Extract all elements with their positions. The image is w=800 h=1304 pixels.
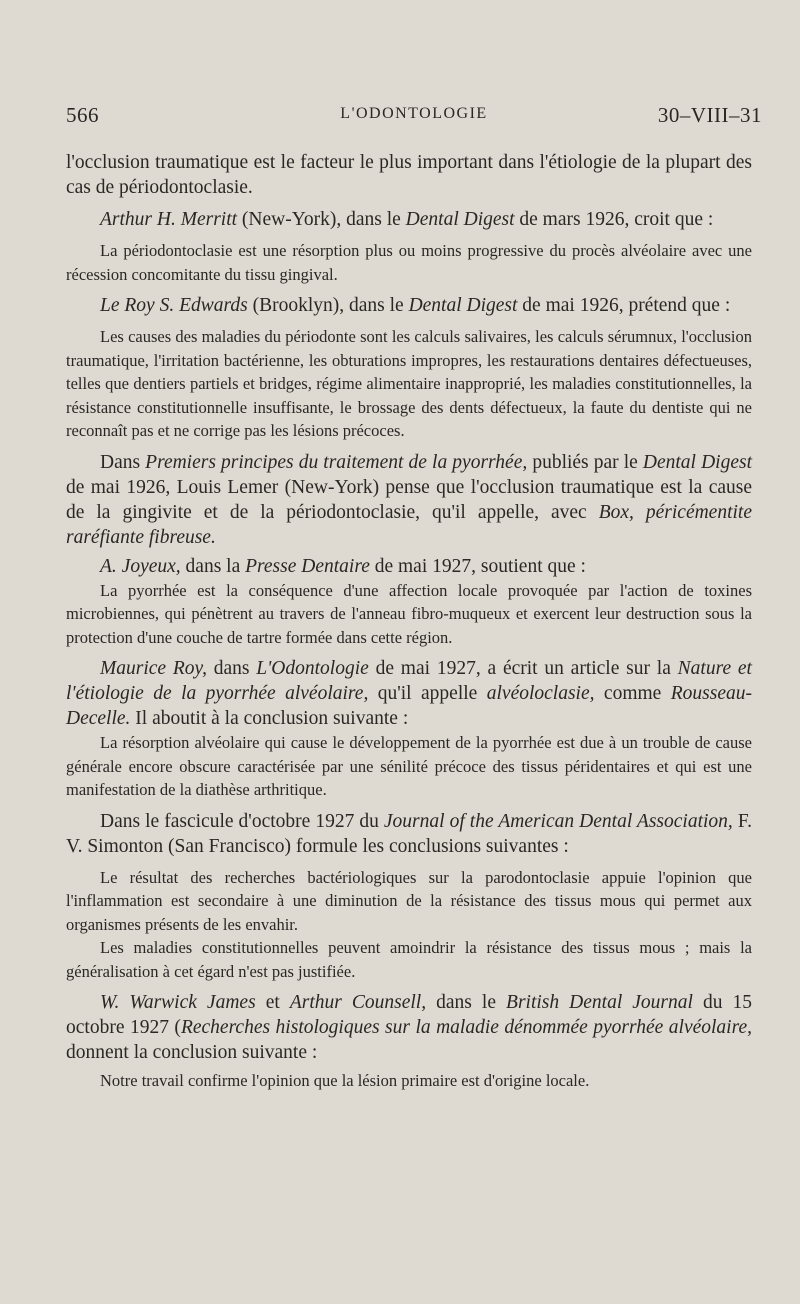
page-number: 566 bbox=[66, 103, 99, 127]
quote-text: La périodontoclasie est une résorption plus ou moins progressive du procès alvéolaire avec une récession concomitante du tissu gingival. bbox=[66, 241, 752, 284]
quote-roy bbox=[66, 731, 752, 802]
text-segment: donnent la conclusion suivante : bbox=[66, 1042, 318, 1063]
body-text bbox=[66, 150, 752, 1093]
text-segment: comme bbox=[594, 683, 671, 704]
paragraph-lemer bbox=[66, 450, 752, 550]
journal-title: L'ODONTOLOGIE bbox=[340, 105, 488, 122]
ref-rousseau-decelle: Rousseau-Decelle. bbox=[66, 683, 753, 729]
text-segment: Dans le fascicule d'octobre 1927 du bbox=[100, 810, 384, 832]
quote-text: Notre travail confirme l'opinion que la lésion primaire est d'origine locale. bbox=[100, 1071, 590, 1090]
quote-james-counsell bbox=[66, 1069, 752, 1093]
title-premiers-principes: Premiers principes du traitement de la pyorrhée, bbox=[145, 451, 528, 473]
quote-text: Les maladies constitutionnelles peuvent amoindrir la résistance des tissus mous ; mais la généralisation à cet égard n'est pas justifiée. bbox=[66, 938, 752, 981]
text-segment: (Brooklyn), dans le bbox=[247, 295, 409, 316]
text-segment: dans la bbox=[180, 555, 246, 577]
journal-british-dental: British Dental Journal bbox=[506, 992, 693, 1013]
text-segment: du 15 octobre 1927 ( bbox=[66, 992, 753, 1038]
paragraph-james-counsell bbox=[66, 990, 752, 1065]
author-counsell: Arthur Counsell, bbox=[289, 992, 427, 1013]
issue-date: 30–VIII–31 bbox=[657, 103, 762, 127]
journal-dental-digest: Dental Digest bbox=[405, 209, 515, 230]
quote-merritt bbox=[66, 239, 752, 286]
paragraph-roy bbox=[66, 656, 752, 731]
paragraph-simonton bbox=[66, 809, 752, 859]
running-header bbox=[66, 103, 762, 133]
quote-text: La résorption alvéolaire qui cause le développement de la pyorrhée est due à un trouble de cause générale encore obscure caractérisée par une sénilité précoce des tissus péridentaires et qui est une manifestation de la diathèse arthritique. bbox=[66, 733, 752, 799]
author-joyeux: A. Joyeux, bbox=[100, 555, 181, 577]
text-segment: et bbox=[255, 992, 290, 1013]
text-segment: (New-York), dans le bbox=[237, 209, 406, 230]
journal-odontologie: L'Odontologie bbox=[256, 658, 369, 679]
author-edwards: Le Roy S. Edwards bbox=[100, 295, 248, 316]
text-segment: publiés par le bbox=[527, 451, 643, 473]
paragraph-1 bbox=[66, 150, 752, 200]
paragraph-1-text: l'occlusion traumatique est le facteur le plus important dans l'étiologie de la plupart des cas de périodontoclasie. bbox=[66, 152, 752, 198]
text-segment: F. V. Simonton (San Francisco) formule les conclusions suivantes : bbox=[66, 810, 753, 857]
journal-presse-dentaire: Presse Dentaire bbox=[245, 555, 370, 577]
quote-text: Le résultat des recherches bactériologiques sur la parodontoclasie appuie l'opinion que l'inflammation est secondaire à une diminution de la résistance des tissus mous qui permet aux organismes présents de les envahir. bbox=[66, 867, 752, 934]
author-roy: Maurice Roy, bbox=[100, 658, 207, 679]
text-segment: Il aboutit à la conclusion suivante : bbox=[130, 708, 409, 729]
term-alveoloclasie: alvéoloclasie, bbox=[486, 683, 595, 704]
title-recherches-histologiques: Recherches histologiques sur la maladie dénommée pyorrhée alvéolaire, bbox=[180, 1017, 752, 1038]
text-segment: de mai 1926, prétend que : bbox=[517, 295, 731, 316]
paragraph-joyeux bbox=[66, 554, 752, 579]
quote-joyeux bbox=[66, 579, 752, 650]
text-segment: qu'il appelle bbox=[368, 683, 487, 704]
title-nature-etiologie: Nature et l'étiologie de la pyorrhée alvéolaire, bbox=[66, 658, 752, 704]
quote-simonton-2 bbox=[66, 936, 752, 983]
quote-edwards bbox=[66, 325, 752, 443]
text-segment: de mai 1927, soutient que : bbox=[369, 555, 586, 577]
text-segment: dans le bbox=[426, 992, 507, 1013]
author-merritt: Arthur H. Merritt bbox=[100, 209, 238, 230]
journal-jada: Journal of the American Dental Association, bbox=[383, 810, 733, 832]
term-box: Box, péricémentite raréfiante fibreuse. bbox=[66, 501, 752, 548]
paragraph-edwards bbox=[66, 293, 752, 318]
quote-text: Les causes des maladies du périodonte sont les calculs salivaires, les calculs sérumnux, l'occlusion traumatique, l'irritation bactérienne, les obturations impropres, les restaurations dentaires défectueuses, telles que dentiers partiels et bridges, régime alimentaire inapproprié, les maladies constitutionnelles, la résistance constitutionnelle insuffisante, le brossage des dents défectueux, la faute du dentiste qui ne reconnaît pas et ne corrige pas les lésions précoces. bbox=[66, 327, 752, 440]
quote-text: La pyorrhée est la conséquence d'une affection locale provoquée par l'action de toxines microbiennes, qui pénètrent au travers de l'anneau fibro-muqueux et exercent leur destruction sous la protection d'une couche de tartre formée dans cette région. bbox=[66, 580, 752, 647]
text-segment: de mars 1926, croit que : bbox=[514, 209, 714, 230]
text-segment: de mai 1926, Louis Lemer (New-York) pense que l'occlusion traumatique est la cause de la gingivite et de la périodontoclasie, qu'il appelle, avec bbox=[66, 476, 752, 523]
paragraph-merritt bbox=[66, 207, 752, 232]
journal-dental-digest: Dental Digest bbox=[642, 451, 752, 473]
journal-dental-digest: Dental Digest bbox=[408, 295, 518, 316]
text-segment: de mai 1927, a écrit un article sur la bbox=[368, 658, 678, 679]
text-segment: dans bbox=[206, 658, 257, 679]
author-james: W. Warwick James bbox=[100, 992, 256, 1013]
quote-simonton-1 bbox=[66, 866, 752, 937]
text-segment: Dans bbox=[100, 451, 146, 473]
